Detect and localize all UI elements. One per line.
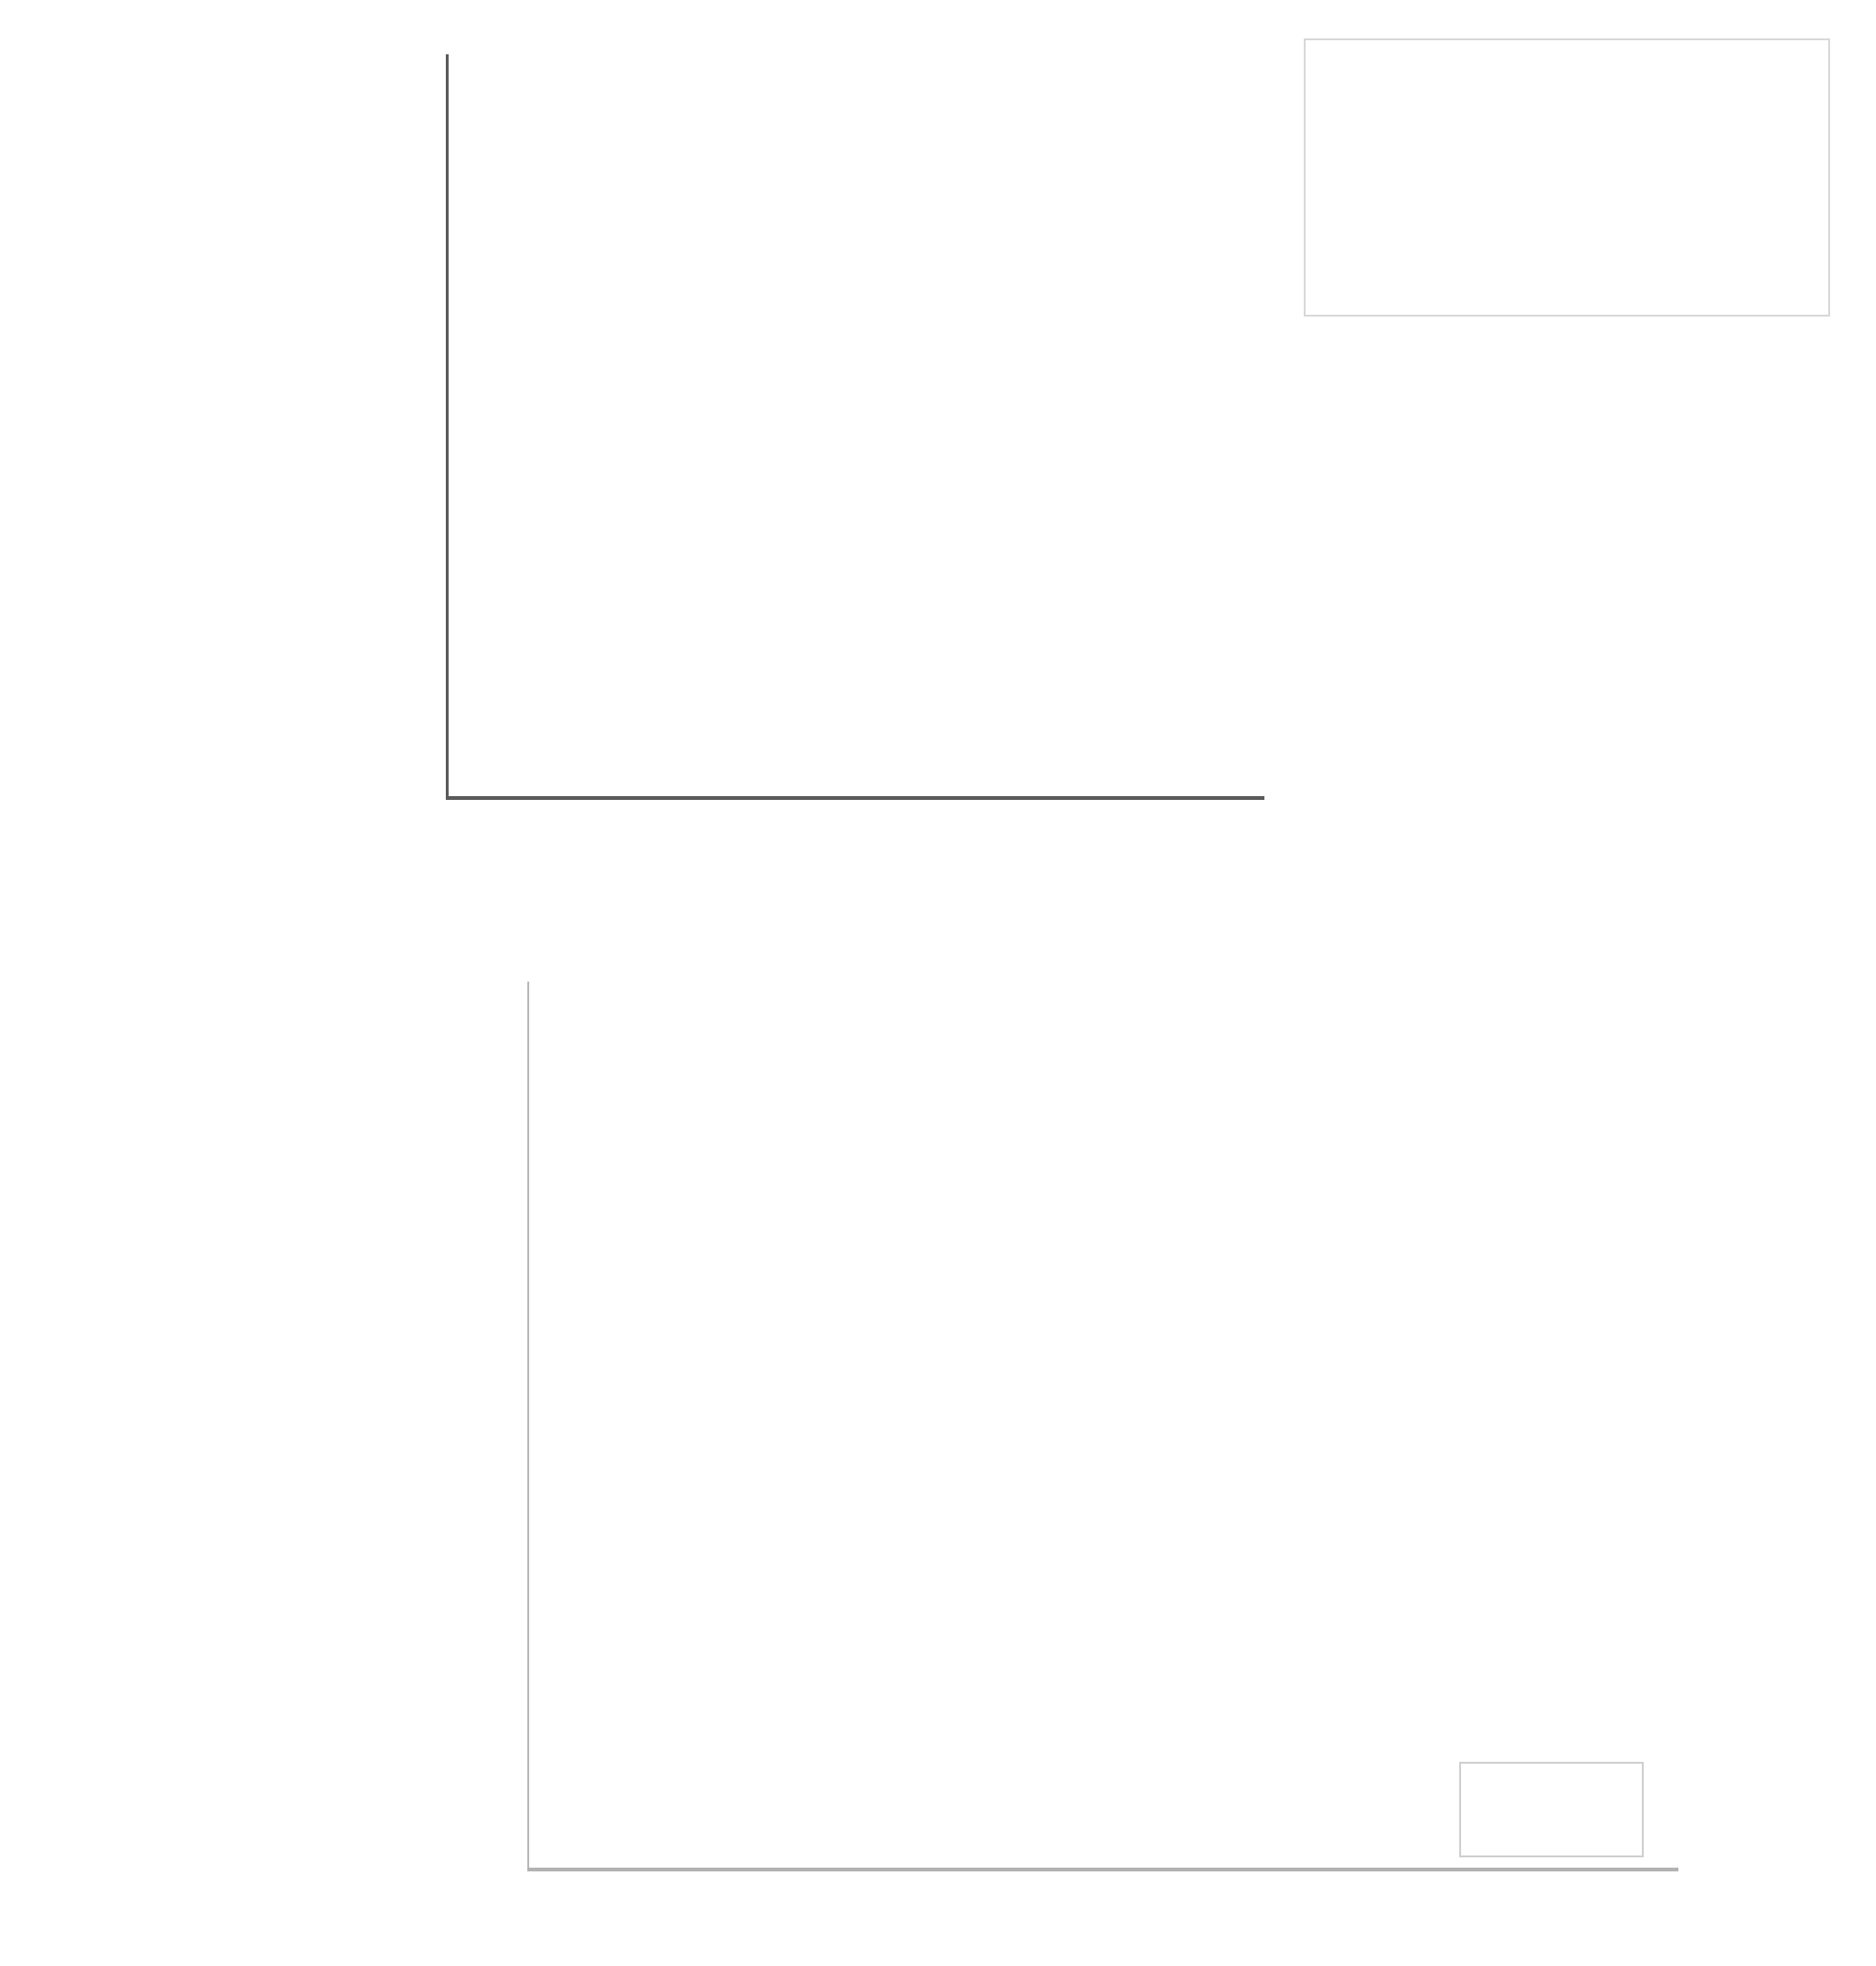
bottom-study-labels	[326, 982, 517, 1868]
top-plot-area	[448, 56, 1264, 796]
bottom-legend	[1459, 1762, 1644, 1857]
top-bottom-axis-spine	[446, 796, 1264, 800]
bottom-left-axis-spine	[527, 982, 529, 1868]
bottom-plot-area	[529, 982, 1677, 1868]
top-category-labels	[199, 56, 433, 796]
top-legend	[1304, 38, 1830, 317]
top-left-axis-spine	[446, 54, 449, 798]
top-x-tick-labels	[448, 811, 1264, 845]
bottom-bottom-axis-spine	[527, 1868, 1678, 1871]
